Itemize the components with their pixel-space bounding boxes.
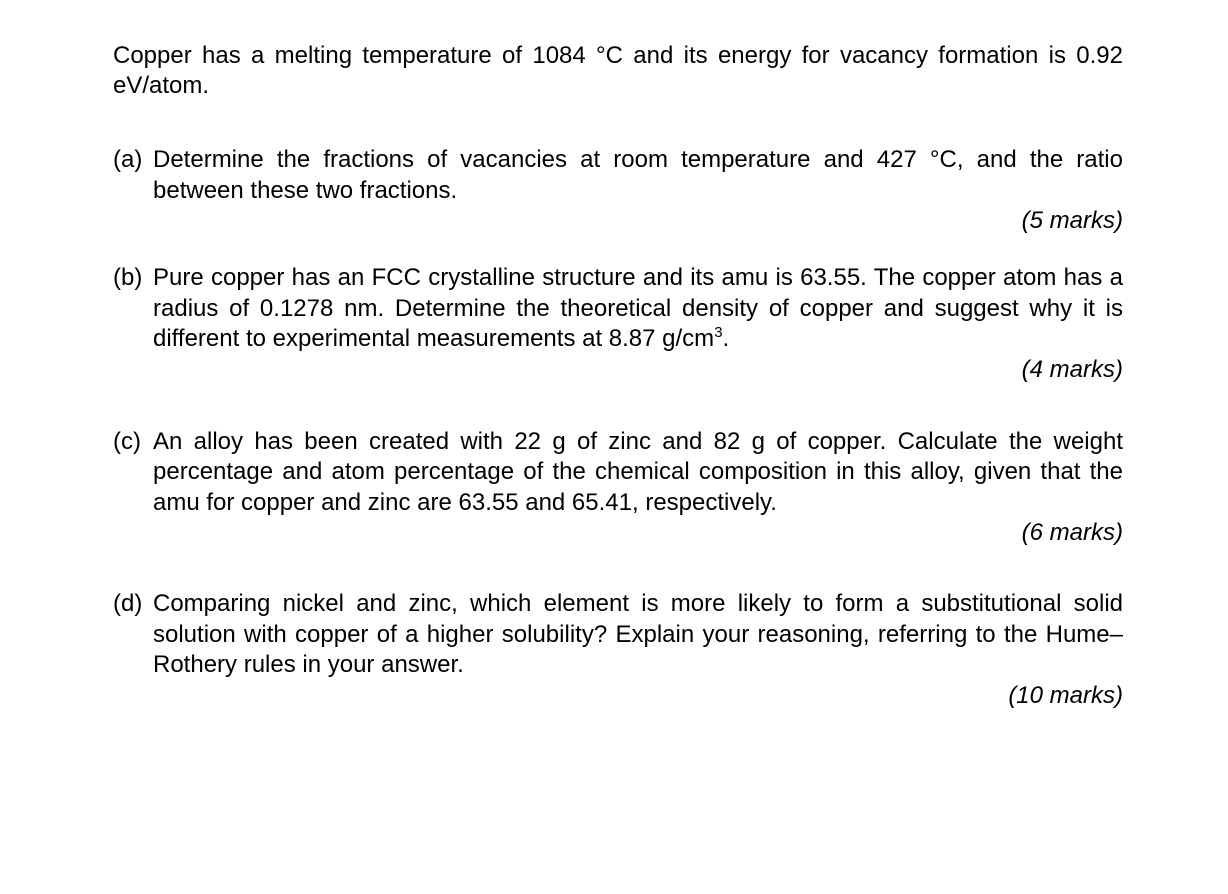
question-b bbox=[113, 263, 1123, 355]
question-d bbox=[113, 589, 1123, 681]
question-label: (a) bbox=[113, 146, 143, 173]
marks-label: (4 marks) bbox=[1021, 355, 1123, 383]
question-text: An alloy has been created with 22 g of zinc and 82 g of copper. Calculate the weight percentage and atom percentage of the chemical composition in this alloy, given that the amu for copper and zinc are 63.55 and 65.41, respectively. bbox=[153, 427, 1123, 516]
superscript: 3 bbox=[714, 324, 723, 341]
question-label: (c) bbox=[113, 427, 141, 455]
question-text bbox=[153, 263, 1123, 355]
marks-label: (10 marks) bbox=[1008, 681, 1123, 709]
question-text: Comparing nickel and zinc, which element is more likely to form a substitutional solid solution with copper of a higher solubility? Explain your reasoning, referring to the Hume–Rothery rules in your answer. bbox=[153, 590, 1123, 678]
question-text-end: . bbox=[722, 325, 730, 352]
question-label: (d) bbox=[113, 590, 143, 617]
question-a bbox=[113, 145, 1123, 206]
question-c bbox=[113, 427, 1123, 519]
intro-paragraph: Copper has a melting temperature of 1084 °C and its energy for vacancy formation is 0.92 eV/atom. bbox=[113, 42, 1123, 99]
exam-question-page bbox=[113, 41, 1123, 711]
question-text: Determine the fractions of vacancies at room temperature and 427 °C, and the ratio between these two fractions. bbox=[153, 146, 1123, 204]
marks-label: (5 marks) bbox=[1021, 207, 1123, 234]
question-label: (b) bbox=[113, 264, 143, 291]
marks-label: (6 marks) bbox=[1021, 519, 1123, 546]
question-text-main: Pure copper has an FCC crystalline structure and its amu is 63.55. The copper atom has a radius of 0.1278 nm. Determine the theoretical density of copper and suggest why it is different to experimental measurements at 8.87 g/cm bbox=[153, 264, 1123, 352]
